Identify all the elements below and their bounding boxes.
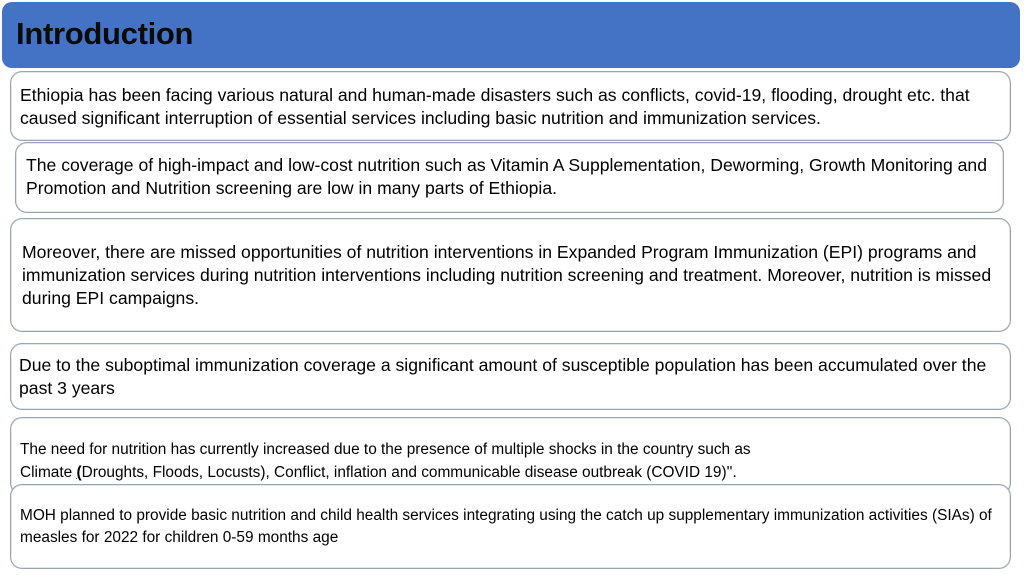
box-text: MOH planned to provide basic nutrition and child health services integrating using the catch up supplementary immunization activities (SIAs) of measles for 2022 for children 0-59 months age xyxy=(20,507,992,546)
text-box-nutrition-coverage xyxy=(15,142,1004,213)
slide-title: Introduction xyxy=(16,16,194,51)
box-text: Ethiopia has been facing various natural and human-made disasters such as conflicts, covid-19, flooding, drought etc. that caused significant interruption of essential services including basic nutrition and immunization services. xyxy=(20,85,970,128)
box-text-line2-rest: Droughts, Floods, Locusts), Conflict, inflation and communicable disease outbreak (COVID 19)''. xyxy=(81,464,737,481)
text-box-immunization-coverage xyxy=(10,343,1011,410)
box-text-line2-paren: ( xyxy=(76,464,82,481)
box-text xyxy=(20,438,1005,484)
box-text: Due to the suboptimal immunization coverage a significant amount of susceptible population has been accumulated over the past 3 years xyxy=(19,355,987,398)
box-text: Moreover, there are missed opportunities of nutrition interventions in Expanded Program Immunization (EPI) programs and immunization services during nutrition interventions including nutrition screening and treatment. Moreover, nutrition is missed during EPI campaigns. xyxy=(22,242,992,308)
box-text-line2-prefix: Climate xyxy=(20,464,77,481)
box-text-line1: The need for nutrition has currently increased due to the presence of multiple shocks in the country such as xyxy=(20,441,751,458)
text-box-missed-opportunities xyxy=(10,218,1011,332)
box-text: The coverage of high-impact and low-cost nutrition such as Vitamin A Supplementation, Deworming, Growth Monitoring and Promotion and Nutrition screening are low in many parts of Ethiopia. xyxy=(26,155,987,198)
text-box-moh-plan xyxy=(10,484,1011,569)
text-box-disasters xyxy=(10,71,1011,141)
title-bar xyxy=(2,2,1020,68)
